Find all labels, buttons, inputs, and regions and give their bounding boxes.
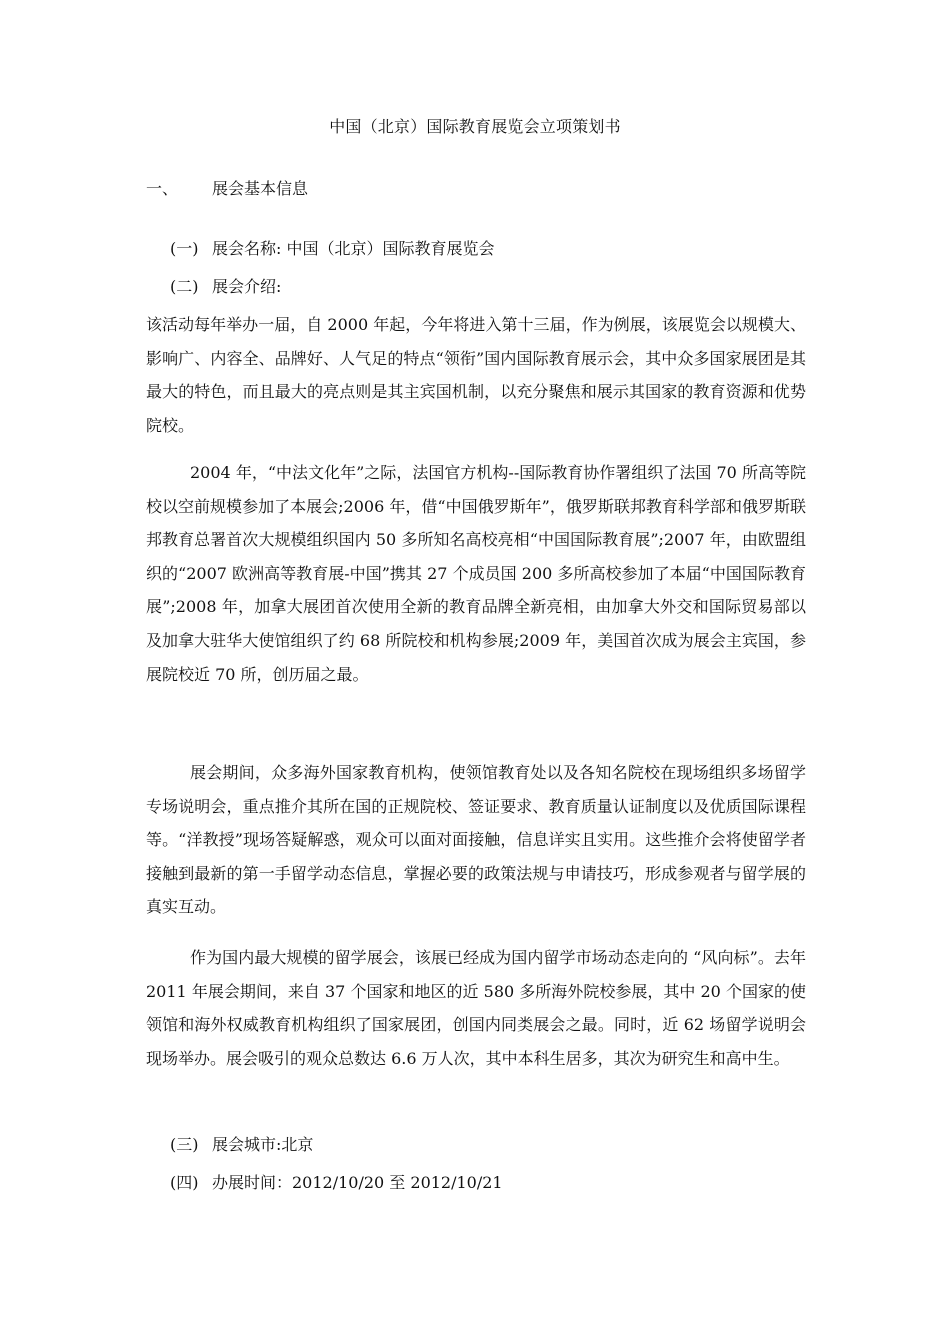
section-heading-1 — [146, 178, 308, 200]
item-exhibition-time — [170, 1172, 503, 1194]
paragraph-scale: 作为国内最大规模的留学展会，该展已经成为国内留学市场动态走向的 “风向标”。去年 2011 年展会期间，来自 37 个国家和地区的近 580 多所海外院校参展，其中 20 个国家的使领馆和海外权威教育机构组织了国家展团，创国内同类展会之最。同时，近 62 场留学说明会现场举办。展会吸引的观众总数达 6.6 万人次，其中本科生居多，其次为研究生和高中生。 — [146, 948, 806, 1068]
item-index: (一) — [170, 239, 199, 258]
item-text: 展会名称: 中国（北京）国际教育展览会 — [212, 239, 495, 258]
section-heading-text: 展会基本信息 — [212, 179, 309, 198]
section-number: 一、 — [146, 179, 179, 198]
item-index: (四) — [170, 1173, 199, 1192]
item-exhibition-name — [170, 238, 494, 260]
item-text: 展会介绍: — [212, 277, 282, 296]
paragraph-intro: 该活动每年举办一届，自 2000 年起，今年将进入第十三届，作为例展，该展览会以规模大、影响广、内容全、品牌好、人气足的特点“领衔”国内国际教育展示会，其中众多国家展团是其最大的特色，而且最大的亮点则是其主宾国机制，以充分聚焦和展示其国家的教育资源和优势院校。 — [146, 315, 806, 435]
document-title: 中国（北京）国际教育展览会立项策划书 — [329, 117, 621, 136]
item-index: (三) — [170, 1135, 199, 1154]
item-index: (二) — [170, 277, 199, 296]
paragraph-history: 2004 年，“中法文化年”之际，法国官方机构--国际教育协作署组织了法国 70 所高等院校以空前规模参加了本展会;2006 年，借“中国俄罗斯年”，俄罗斯联邦教育科学部和俄罗斯联邦教育总署首次大规模组织国内 50 多所知名高校亮相“中国国际教育展”;2007 年，由欧盟组织的“2007 欧洲高等教育展-中国”携其 27 个成员国 200 多所高校参加了本届“中国国际教育展”;2008 年，加拿大展团首次使用全新的教育品牌全新亮相，由加拿大外交和国际贸易部以及加拿大驻华大使馆组织了约 68 所院校和机构参展;2009 年，美国首次成为展会主宾国，参展院校近 70 所，创历届之最。 — [146, 463, 806, 684]
item-exhibition-intro — [170, 276, 281, 298]
paragraph-activities: 展会期间，众多海外国家教育机构，使领馆教育处以及各知名院校在现场组织多场留学专场说明会，重点推介其所在国的正规院校、签证要求、教育质量认证制度以及优质国际课程等。“洋教授”现场答疑解惑，观众可以面对面接触，信息详实且实用。这些推介会将使留学者接触到最新的第一手留学动态信息，掌握必要的政策法规与申请技巧，形成参观者与留学展的真实互动。 — [146, 763, 806, 917]
item-exhibition-city — [170, 1134, 313, 1156]
item-text: 展会城市:北京 — [212, 1135, 314, 1154]
item-text: 办展时间：2012/10/20 至 2012/10/21 — [212, 1173, 503, 1192]
